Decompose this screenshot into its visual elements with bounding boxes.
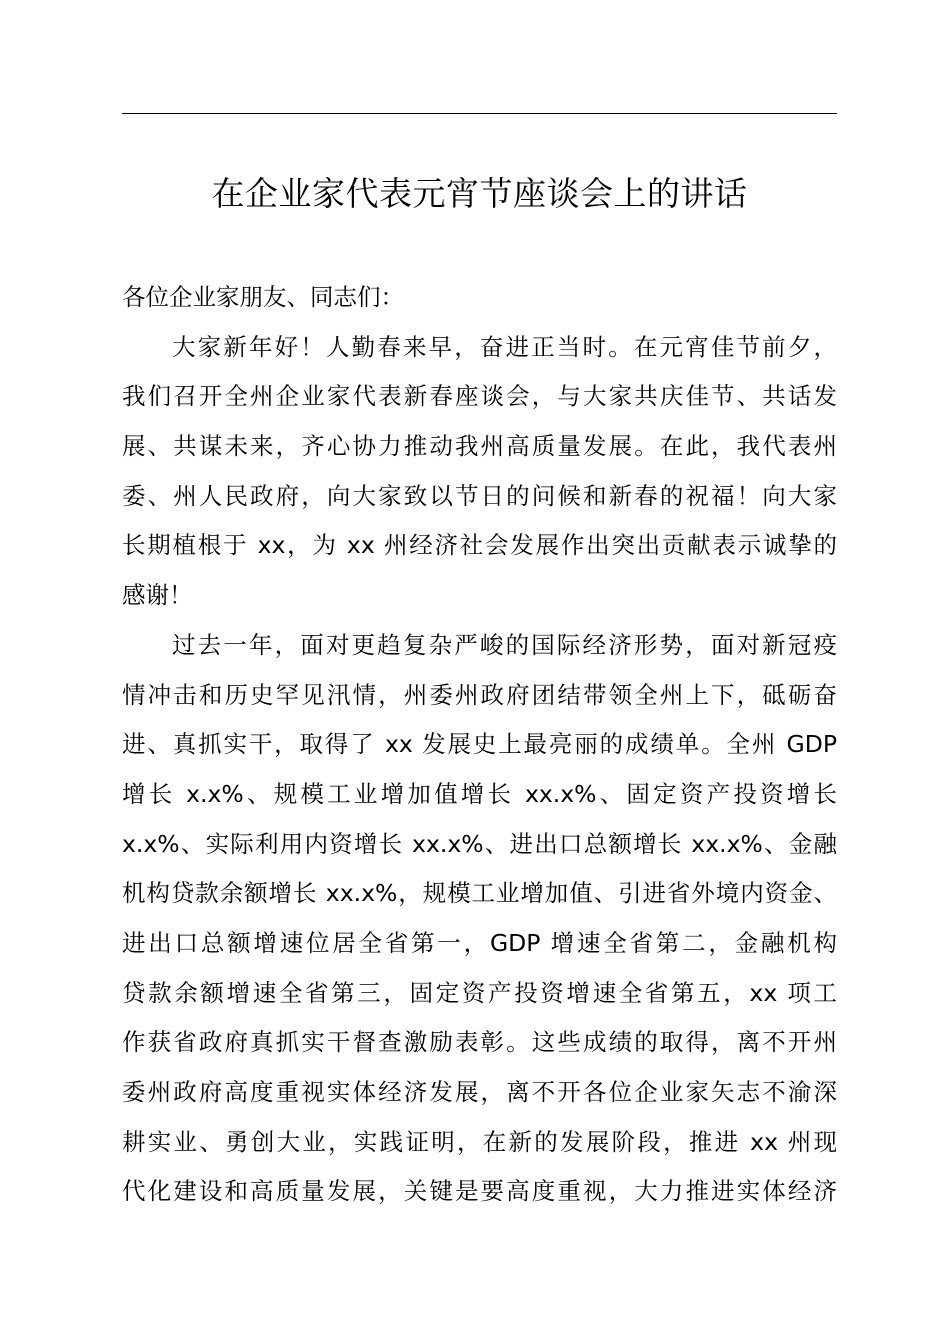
paragraph-line: 大家新年好！人勤春来早，奋进正当时。在元宵佳节前夕， [172, 332, 837, 361]
paragraph-line: 代化建设和高质量发展，关键是要高度重视，大力推进实体经济 [122, 1177, 837, 1206]
header-rule [122, 113, 837, 114]
paragraph-line: 展、共谋未来，齐心协力推动我州高质量发展。在此，我代表州 [122, 432, 837, 461]
paragraph-line: 增长 x.x%、规模工业增加值增长 xx.x%、固定资产投资增长 [122, 779, 837, 808]
paragraph-1 [122, 323, 837, 621]
paragraph-line: 作获省政府真抓实干督查激励表彰。这些成绩的取得，离不开州 [122, 1028, 837, 1057]
paragraph-line: 贷款余额增速全省第三，固定资产投资增速全省第五，xx 项工 [122, 978, 837, 1007]
salutation: 各位企业家朋友、同志们： [122, 283, 404, 311]
paragraph-2 [122, 621, 837, 1217]
paragraph-line: 委州政府高度重视实体经济发展，离不开各位企业家矢志不渝深 [122, 1078, 837, 1106]
paragraph-line: 机构贷款余额增长 xx.x%，规模工业增加值、引进省外境内资金、 [122, 879, 837, 908]
paragraph-line: 我们召开全州企业家代表新春座谈会，与大家共庆佳节、共话发 [122, 382, 837, 411]
paragraph-line: 情冲击和历史罕见汛情，州委州政府团结带领全州上下，砥砺奋 [122, 680, 837, 709]
paragraph-line: 耕实业、勇创大业，实践证明，在新的发展阶段，推进 xx 州现 [122, 1127, 837, 1156]
paragraph-line: 进、真抓实干，取得了 xx 发展史上最亮丽的成绩单。全州 GDP [122, 730, 837, 759]
paragraph-line: x.x%、实际利用内资增长 xx.x%、进出口总额增长 xx.x%、金融 [122, 829, 837, 858]
document-title: 在企业家代表元宵节座谈会上的讲话 [211, 174, 748, 213]
document-body [122, 273, 837, 1217]
paragraph-line: 进出口总额增速位居全省第一，GDP 增速全省第二，金融机构 [122, 928, 837, 957]
paragraph-line: 委、州人民政府，向大家致以节日的问候和新春的祝福！向大家 [122, 481, 837, 510]
paragraph-line: 过去一年，面对更趋复杂严峻的国际经济形势，面对新冠疫 [172, 630, 837, 659]
paragraph-line: 感谢！ [122, 581, 193, 610]
paragraph-line: 长期植根于 xx，为 xx 州经济社会发展作出突出贡献表示诚挚的 [122, 531, 837, 560]
